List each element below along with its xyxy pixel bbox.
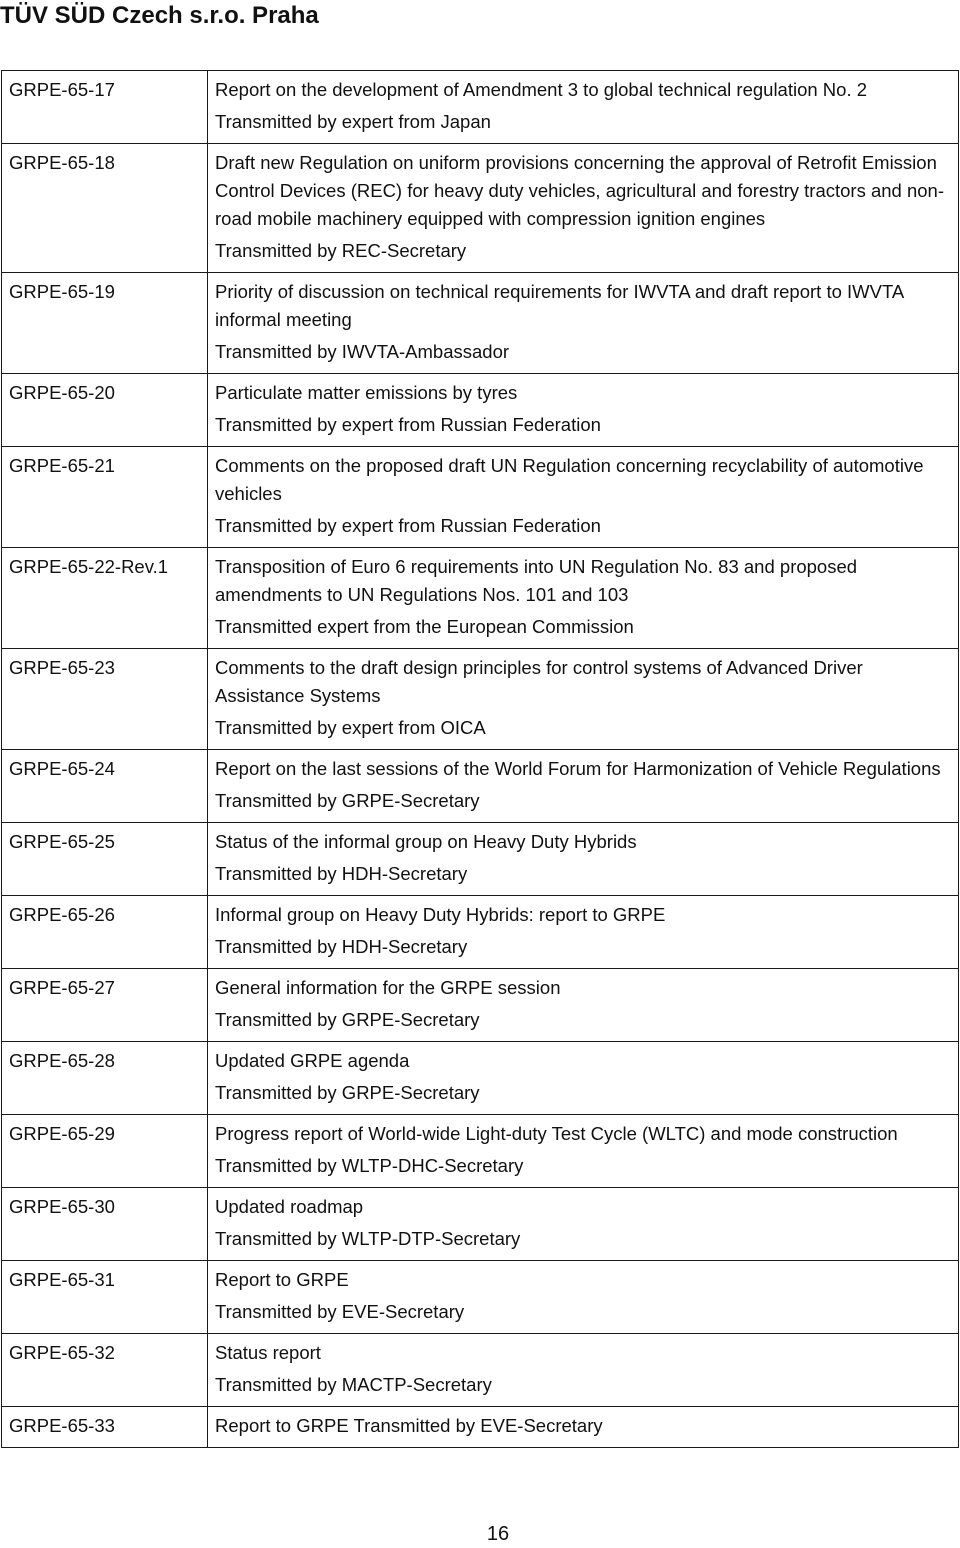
document-title: Status report	[215, 1342, 321, 1363]
page-number: 16	[486, 1523, 510, 1545]
page-header-title: TÜV SÜD Czech s.r.o. Praha	[0, 2, 319, 29]
document-code: GRPE-65-26	[2, 896, 208, 969]
document-title: General information for the GRPE session	[215, 977, 561, 998]
document-description	[208, 447, 959, 548]
document-description	[208, 273, 959, 374]
document-description	[208, 71, 959, 144]
document-code: GRPE-65-22-Rev.1	[2, 548, 208, 649]
document-code: GRPE-65-27	[2, 969, 208, 1042]
document-transmitted-by: Transmitted by expert from Japan	[215, 111, 491, 132]
document-code: GRPE-65-33	[2, 1407, 208, 1448]
document-code: GRPE-65-31	[2, 1261, 208, 1334]
table-row	[2, 548, 959, 649]
document-title: Report on the last sessions of the World Forum for Harmonization of Vehicle Regulations	[215, 758, 941, 779]
table-row	[2, 823, 959, 896]
document-transmitted-by: Transmitted by GRPE-Secretary	[215, 790, 480, 811]
document-code: GRPE-65-29	[2, 1115, 208, 1188]
document-title: Draft new Regulation on uniform provisions concerning the approval of Retrofit Emission Control Devices (REC) for heavy duty vehicles, agricultural and forestry tractors and non-road mobile machinery equipped with compression ignition engines	[215, 152, 944, 229]
table-row	[2, 144, 959, 273]
document-title: Report to GRPE	[215, 1269, 349, 1290]
document-description	[208, 1115, 959, 1188]
document-table-body	[2, 71, 959, 1448]
document-title: Updated GRPE agenda	[215, 1050, 410, 1071]
document-code: GRPE-65-30	[2, 1188, 208, 1261]
table-row	[2, 447, 959, 548]
table-row	[2, 1261, 959, 1334]
document-code: GRPE-65-21	[2, 447, 208, 548]
document-title: Report on the development of Amendment 3 to global technical regulation No. 2	[215, 79, 868, 100]
document-title: Updated roadmap	[215, 1196, 364, 1217]
table-row	[2, 1188, 959, 1261]
document-description	[208, 750, 959, 823]
table-row	[2, 374, 959, 447]
table-row	[2, 1407, 959, 1448]
document-title: Particulate matter emissions by tyres	[215, 382, 518, 403]
document-description	[208, 1188, 959, 1261]
document-description	[208, 969, 959, 1042]
document-code: GRPE-65-20	[2, 374, 208, 447]
document-transmitted-by: Transmitted by expert from OICA	[215, 717, 486, 738]
table-row	[2, 273, 959, 374]
document-description	[208, 649, 959, 750]
document-description	[208, 1042, 959, 1115]
document-transmitted-by: Transmitted expert from the European Commission	[215, 616, 634, 637]
table-row	[2, 969, 959, 1042]
document-code: GRPE-65-28	[2, 1042, 208, 1115]
document-transmitted-by: Transmitted by IWVTA-Ambassador	[215, 341, 510, 362]
document-title: Informal group on Heavy Duty Hybrids: report to GRPE	[215, 904, 666, 925]
table-row	[2, 1042, 959, 1115]
document-description	[208, 1407, 959, 1448]
document-transmitted-by: Transmitted by HDH-Secretary	[215, 863, 468, 884]
document-transmitted-by: Transmitted by MACTP-Secretary	[215, 1374, 492, 1395]
table-row	[2, 1334, 959, 1407]
document-description	[208, 896, 959, 969]
document-title: Status of the informal group on Heavy Duty Hybrids	[215, 831, 637, 852]
document-title: Comments on the proposed draft UN Regulation concerning recyclability of automotive vehicles	[215, 455, 924, 504]
document-description	[208, 1261, 959, 1334]
document-description	[208, 1334, 959, 1407]
table-row	[2, 1115, 959, 1188]
document-code: GRPE-65-23	[2, 649, 208, 750]
document-description	[208, 374, 959, 447]
document-transmitted-by: Transmitted by expert from Russian Federation	[215, 515, 601, 536]
document-title: Transposition of Euro 6 requirements into UN Regulation No. 83 and proposed amendments to UN Regulations Nos. 101 and 103	[215, 556, 858, 605]
document-transmitted-by: Transmitted by WLTP-DTP-Secretary	[215, 1228, 521, 1249]
document-title: Priority of discussion on technical requirements for IWVTA and draft report to IWVTA informal meeting	[215, 281, 904, 330]
document-description	[208, 144, 959, 273]
document-code: GRPE-65-18	[2, 144, 208, 273]
document-transmitted-by: Transmitted by expert from Russian Federation	[215, 414, 601, 435]
document-transmitted-by: Transmitted by REC-Secretary	[215, 240, 467, 261]
document-title: Progress report of World-wide Light-duty Test Cycle (WLTC) and mode construction	[215, 1123, 898, 1144]
document-code: GRPE-65-17	[2, 71, 208, 144]
table-row	[2, 649, 959, 750]
document-description	[208, 548, 959, 649]
table-row	[2, 896, 959, 969]
document-transmitted-by: Transmitted by GRPE-Secretary	[215, 1009, 480, 1030]
document-table	[1, 70, 959, 1448]
document-description	[208, 823, 959, 896]
document-code: GRPE-65-19	[2, 273, 208, 374]
document-transmitted-by: Transmitted by EVE-Secretary	[215, 1301, 465, 1322]
document-transmitted-by: Transmitted by WLTP-DHC-Secretary	[215, 1155, 524, 1176]
table-row	[2, 71, 959, 144]
document-title: Comments to the draft design principles for control systems of Advanced Driver Assistance Systems	[215, 657, 863, 706]
document-code: GRPE-65-32	[2, 1334, 208, 1407]
table-row	[2, 750, 959, 823]
document-transmitted-by: Transmitted by HDH-Secretary	[215, 936, 468, 957]
document-transmitted-by: Transmitted by GRPE-Secretary	[215, 1082, 480, 1103]
document-code: GRPE-65-24	[2, 750, 208, 823]
document-title: Report to GRPE Transmitted by EVE-Secretary	[215, 1415, 603, 1436]
document-code: GRPE-65-25	[2, 823, 208, 896]
